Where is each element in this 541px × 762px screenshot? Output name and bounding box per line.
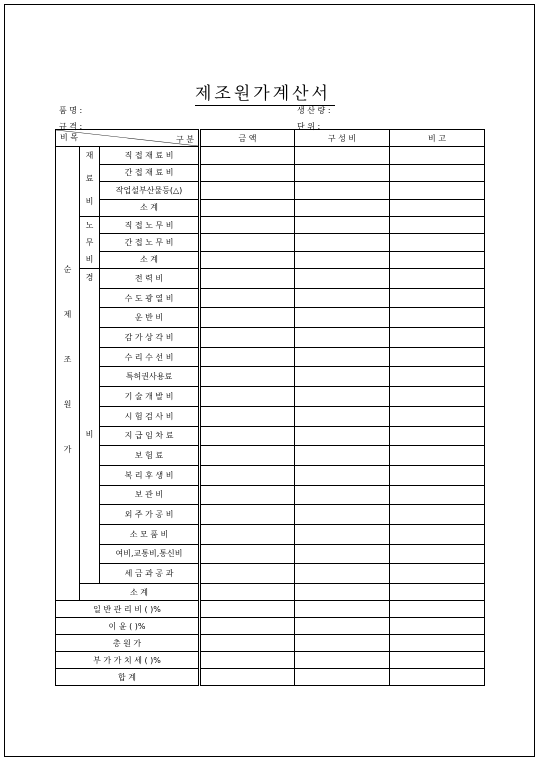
amount-cell[interactable] — [200, 199, 295, 217]
ratio-cell[interactable] — [295, 217, 390, 234]
cost-item: 보 험 료 — [100, 446, 200, 466]
amount-header: 금 액 — [200, 130, 295, 147]
note-cell[interactable] — [390, 406, 485, 426]
amount-cell[interactable] — [200, 601, 295, 618]
ratio-cell[interactable] — [295, 387, 390, 407]
ratio-cell[interactable] — [295, 544, 390, 564]
amount-cell[interactable] — [200, 669, 295, 686]
amount-cell[interactable] — [200, 544, 295, 564]
amount-cell[interactable] — [200, 635, 295, 652]
ratio-cell[interactable] — [295, 505, 390, 525]
cost-item: 간 접 노 무 비 — [100, 234, 200, 251]
note-cell[interactable] — [390, 564, 485, 584]
summary-label: 이 윤 ( )% — [56, 618, 200, 635]
cost-item: 지 급 임 차 료 — [100, 426, 200, 446]
amount-cell[interactable] — [200, 182, 295, 200]
table-row — [56, 367, 485, 387]
table-row — [56, 308, 485, 328]
note-cell[interactable] — [390, 485, 485, 505]
cost-item: 여비,교통비,통신비 — [100, 544, 200, 564]
table-row — [56, 147, 485, 165]
vertical-char: 원 — [63, 400, 72, 409]
table-row — [56, 234, 485, 251]
vertical-char: 제 — [63, 310, 72, 319]
amount-cell[interactable] — [200, 652, 295, 669]
ratio-cell[interactable] — [295, 485, 390, 505]
amount-cell[interactable] — [200, 269, 295, 289]
spec-label: 규 격 : — [59, 122, 83, 131]
note-cell[interactable] — [390, 199, 485, 217]
material-subtotal-label: 소 계 — [100, 199, 200, 217]
amount-cell[interactable] — [200, 251, 295, 268]
table-row — [56, 387, 485, 407]
summary-row — [56, 601, 485, 618]
note-cell[interactable] — [390, 308, 485, 328]
vertical-char: 비 — [85, 197, 94, 206]
vertical-char: 재 — [85, 151, 94, 160]
ratio-cell[interactable] — [295, 465, 390, 485]
ratio-cell[interactable] — [295, 635, 390, 652]
note-cell[interactable] — [390, 601, 485, 618]
note-cell[interactable] — [390, 367, 485, 387]
labor-group-label — [80, 217, 100, 269]
cost-item-label: 비 목 — [60, 133, 78, 142]
note-cell[interactable] — [390, 618, 485, 635]
cost-item: 직 접 노 무 비 — [100, 217, 200, 234]
amount-cell[interactable] — [200, 465, 295, 485]
summary-row — [56, 618, 485, 635]
cost-item: 복 리 후 생 비 — [100, 465, 200, 485]
ratio-cell[interactable] — [295, 564, 390, 584]
cost-item: 운 반 비 — [100, 308, 200, 328]
table-row — [56, 347, 485, 367]
production-qty-label: 생 산 량 : — [297, 106, 331, 115]
note-cell[interactable] — [390, 217, 485, 234]
expense-subtotal-label: 소 계 — [80, 584, 200, 601]
vertical-char: 료 — [85, 174, 94, 183]
table-row — [56, 426, 485, 446]
vertical-char: 비 — [85, 255, 94, 264]
ratio-cell[interactable] — [295, 524, 390, 544]
note-cell[interactable] — [390, 182, 485, 200]
note-cell[interactable] — [390, 635, 485, 652]
note-cell[interactable] — [390, 584, 485, 601]
ratio-cell[interactable] — [295, 147, 390, 165]
amount-cell[interactable] — [200, 147, 295, 165]
ratio-cell[interactable] — [295, 406, 390, 426]
ratio-header: 구 성 비 — [295, 130, 390, 147]
ratio-cell[interactable] — [295, 328, 390, 348]
table-row — [56, 544, 485, 564]
cost-item: 세 금 과 공 과 — [100, 564, 200, 584]
amount-cell[interactable] — [200, 524, 295, 544]
amount-cell[interactable] — [200, 288, 295, 308]
amount-cell[interactable] — [200, 426, 295, 446]
amount-cell[interactable] — [200, 387, 295, 407]
table-row — [56, 406, 485, 426]
ratio-cell[interactable] — [295, 164, 390, 182]
ratio-cell[interactable] — [295, 234, 390, 251]
vertical-char: 가 — [63, 445, 72, 454]
cost-item: 외 주 가 공 비 — [100, 505, 200, 525]
material-group-label — [80, 147, 100, 217]
ratio-cell[interactable] — [295, 269, 390, 289]
note-cell[interactable] — [390, 426, 485, 446]
note-cell[interactable] — [390, 251, 485, 268]
subtotal-row — [56, 251, 485, 268]
vertical-char: 순 — [63, 265, 72, 274]
ratio-cell[interactable] — [295, 601, 390, 618]
expense-group-label — [80, 269, 100, 584]
document-title: 제조원가계산서 — [195, 79, 335, 106]
amount-cell[interactable] — [200, 347, 295, 367]
note-cell[interactable] — [390, 347, 485, 367]
table-row — [56, 446, 485, 466]
note-cell[interactable] — [390, 387, 485, 407]
net-cost-group-label — [56, 147, 80, 601]
item-name-label: 품 명 : — [59, 106, 83, 115]
cost-item: 감 가 상 각 비 — [100, 328, 200, 348]
cost-table — [55, 129, 485, 686]
amount-cell[interactable] — [200, 328, 295, 348]
table-row — [56, 328, 485, 348]
amount-cell[interactable] — [200, 367, 295, 387]
vertical-char: 노 — [85, 221, 94, 230]
table-row — [56, 465, 485, 485]
unit-label: 단 위 : — [297, 122, 321, 131]
cost-item: 간 접 재 료 비 — [100, 164, 200, 182]
amount-cell[interactable] — [200, 584, 295, 601]
cost-item: 전 력 비 — [100, 269, 200, 289]
summary-label: 일 반 관 리 비 ( )% — [56, 601, 200, 618]
note-cell[interactable] — [390, 669, 485, 686]
ratio-cell[interactable] — [295, 251, 390, 268]
ratio-cell[interactable] — [295, 584, 390, 601]
cost-item: 작업설부산물등(△) — [100, 182, 200, 200]
ratio-cell[interactable] — [295, 446, 390, 466]
table-row — [56, 164, 485, 182]
vertical-char: 비 — [85, 430, 94, 439]
note-cell[interactable] — [390, 269, 485, 289]
table-row — [56, 217, 485, 234]
summary-row — [56, 635, 485, 652]
table-row — [56, 288, 485, 308]
table-row — [56, 505, 485, 525]
category-label: 구 분 — [176, 135, 195, 144]
ratio-cell[interactable] — [295, 347, 390, 367]
note-cell[interactable] — [390, 652, 485, 669]
amount-cell[interactable] — [200, 505, 295, 525]
cost-item: 직 접 재 료 비 — [100, 147, 200, 165]
subtotal-row — [56, 199, 485, 217]
ratio-cell[interactable] — [295, 182, 390, 200]
note-cell[interactable] — [390, 328, 485, 348]
note-header: 비 고 — [390, 130, 485, 147]
diagonal-header-cell — [56, 130, 200, 147]
cost-item: 특허권사용료 — [100, 367, 200, 387]
ratio-cell[interactable] — [295, 618, 390, 635]
cost-item: 시 험 검 사 비 — [100, 406, 200, 426]
note-cell[interactable] — [390, 147, 485, 165]
table-row — [56, 564, 485, 584]
subtotal-row — [56, 584, 485, 601]
note-cell[interactable] — [390, 505, 485, 525]
labor-subtotal-label: 소 계 — [100, 251, 200, 268]
note-cell[interactable] — [390, 524, 485, 544]
summary-row — [56, 652, 485, 669]
cost-item: 보 관 비 — [100, 485, 200, 505]
cost-item: 수 리 수 선 비 — [100, 347, 200, 367]
header-row — [56, 130, 485, 147]
amount-cell[interactable] — [200, 308, 295, 328]
amount-cell[interactable] — [200, 564, 295, 584]
vertical-char: 경 — [85, 273, 94, 282]
note-cell[interactable] — [390, 288, 485, 308]
vertical-char: 조 — [63, 355, 72, 364]
table-row — [56, 182, 485, 200]
ratio-cell[interactable] — [295, 669, 390, 686]
amount-cell[interactable] — [200, 446, 295, 466]
ratio-cell[interactable] — [295, 308, 390, 328]
amount-cell[interactable] — [200, 618, 295, 635]
ratio-cell[interactable] — [295, 199, 390, 217]
ratio-cell[interactable] — [295, 426, 390, 446]
amount-cell[interactable] — [200, 406, 295, 426]
note-cell[interactable] — [390, 164, 485, 182]
summary-row — [56, 669, 485, 686]
table-row — [56, 269, 485, 289]
note-cell[interactable] — [390, 234, 485, 251]
ratio-cell[interactable] — [295, 288, 390, 308]
cost-item: 수 도 광 열 비 — [100, 288, 200, 308]
summary-label: 합 계 — [56, 669, 200, 686]
ratio-cell[interactable] — [295, 367, 390, 387]
amount-cell[interactable] — [200, 485, 295, 505]
ratio-cell[interactable] — [295, 652, 390, 669]
cost-item: 기 술 개 발 비 — [100, 387, 200, 407]
summary-label: 총 원 가 — [56, 635, 200, 652]
amount-cell[interactable] — [200, 164, 295, 182]
note-cell[interactable] — [390, 446, 485, 466]
table-row — [56, 485, 485, 505]
amount-cell[interactable] — [200, 217, 295, 234]
cost-item: 소 모 품 비 — [100, 524, 200, 544]
amount-cell[interactable] — [200, 234, 295, 251]
table-row — [56, 524, 485, 544]
summary-label: 부 가 가 치 세 ( )% — [56, 652, 200, 669]
note-cell[interactable] — [390, 465, 485, 485]
note-cell[interactable] — [390, 544, 485, 564]
vertical-char: 무 — [85, 238, 94, 247]
